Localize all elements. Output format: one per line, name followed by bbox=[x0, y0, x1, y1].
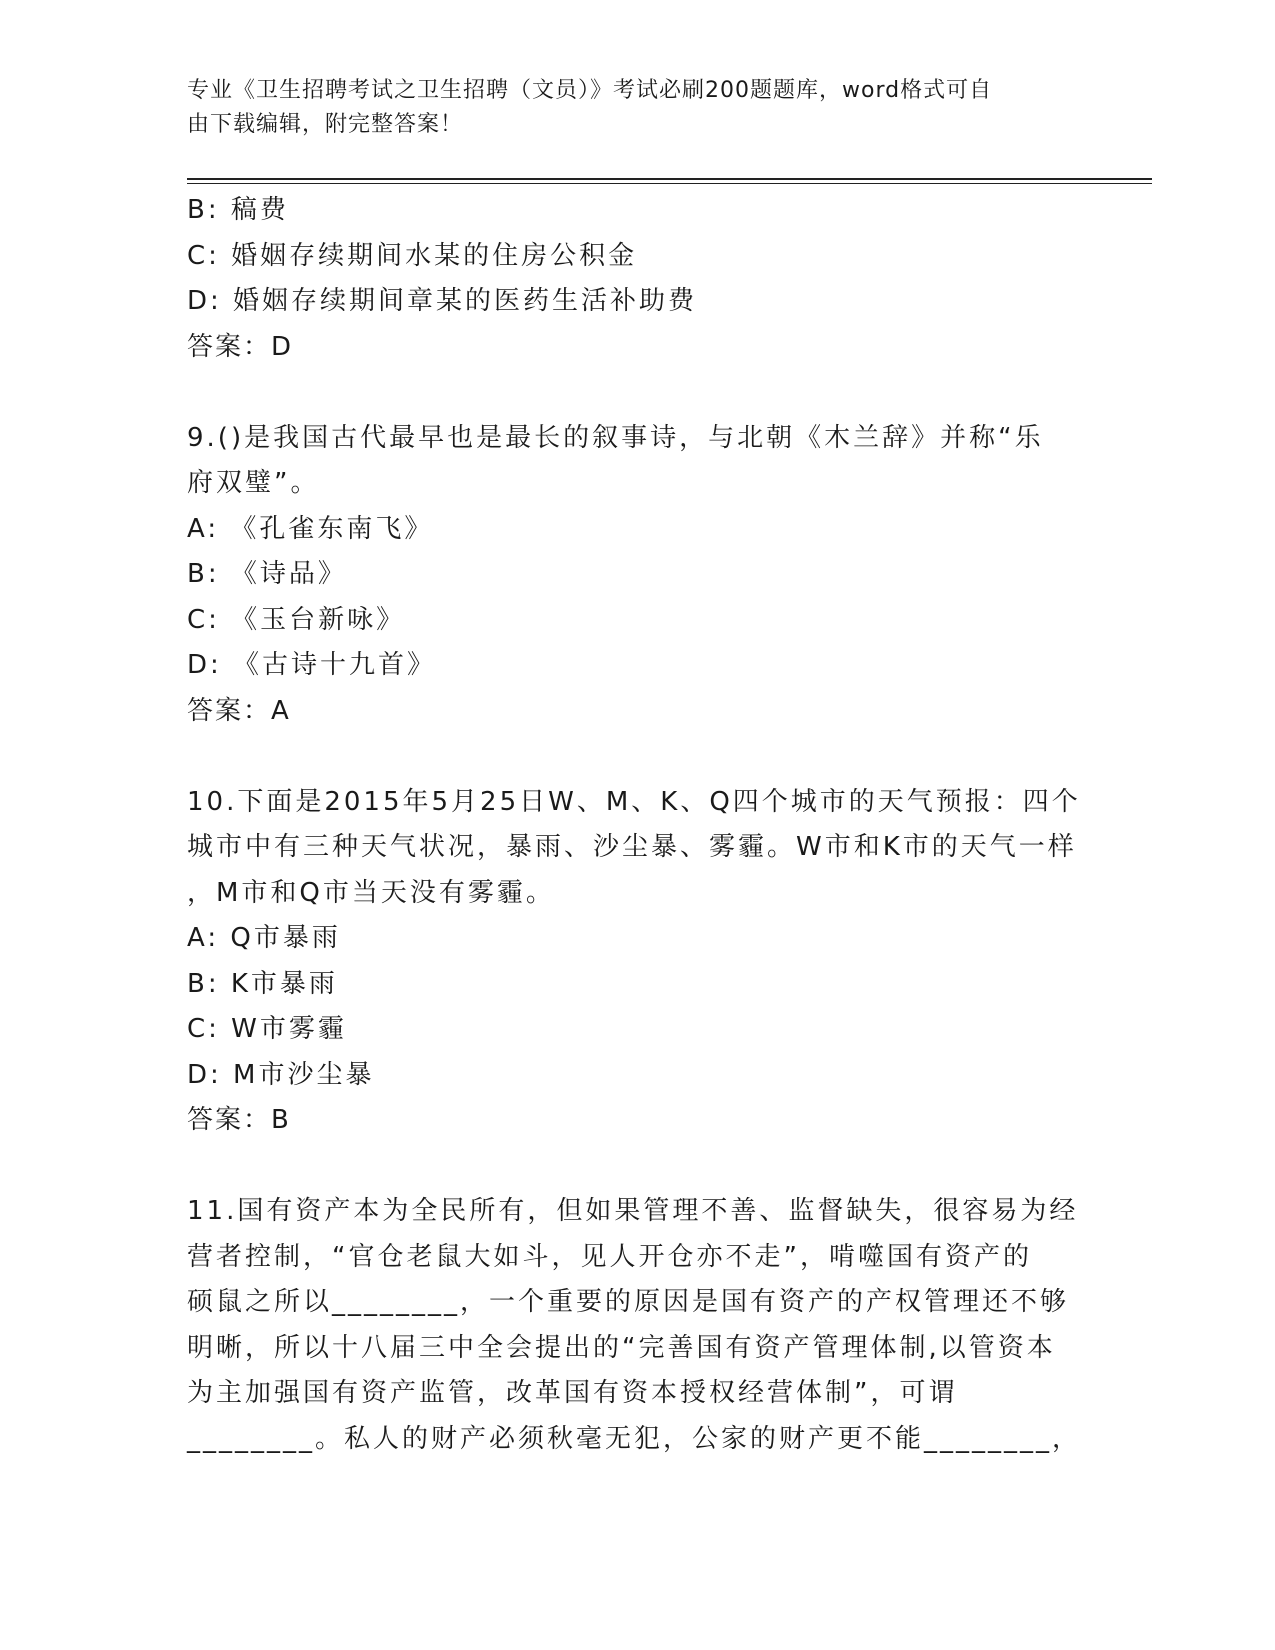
question-stem-line: 府双璧”。 bbox=[187, 468, 320, 498]
option-a: A: 《孔雀东南飞》 bbox=[187, 513, 434, 544]
answer-line: 答案：B bbox=[187, 1105, 291, 1135]
spacer bbox=[187, 734, 1087, 780]
option-b: B: K市暴雨 bbox=[187, 968, 338, 999]
header-rule-thin bbox=[187, 183, 1152, 184]
header-line-2: 由下载编辑，附完整答案！ bbox=[187, 112, 464, 137]
option-b: B: 《诗品》 bbox=[187, 559, 347, 589]
option-a: A: Q市暴雨 bbox=[187, 923, 341, 953]
question-10 bbox=[187, 780, 1087, 1144]
question-stem-line: 硕鼠之所以________，一个重要的原因是国有资产的产权管理还不够 bbox=[187, 1287, 1070, 1317]
header-rule-thick bbox=[187, 178, 1152, 180]
question-stem-line: ，M市和Q市当天没有雾霾。 bbox=[187, 877, 555, 908]
spacer bbox=[187, 370, 1087, 416]
document-header bbox=[187, 74, 1067, 142]
question-stem-line: 9.()是我国古代最早也是最长的叙事诗，与北朝《木兰辞》并称“乐 bbox=[187, 422, 1044, 453]
option-d: D: 婚姻存续期间章某的医药生活补助费 bbox=[187, 286, 698, 316]
option-c: C: 婚姻存续期间水某的住房公积金 bbox=[187, 240, 638, 271]
option-b: B: 稿费 bbox=[187, 195, 289, 225]
spacer bbox=[187, 1144, 1087, 1190]
question-stem-line: 为主加强国有资产监管，改革国有资本授权经营体制”，可谓 bbox=[187, 1378, 958, 1408]
option-c: C: W市雾霾 bbox=[187, 1014, 347, 1044]
question-stem-line: ________。私人的财产必须秋毫无犯，公家的财产更不能________， bbox=[187, 1423, 1082, 1454]
option-d: D: M市沙尘暴 bbox=[187, 1059, 375, 1090]
header-line-1: 专业《卫生招聘考试之卫生招聘（文员）》考试必刷200题题库，word格式可自 bbox=[187, 78, 993, 103]
option-c: C: 《玉台新咏》 bbox=[187, 604, 406, 635]
answer-line: 答案：A bbox=[187, 695, 291, 726]
answer-line: 答案：D bbox=[187, 331, 294, 362]
question-stem-line: 营者控制，“官仓老鼠大如斗，见人开仓亦不走”，啃噬国有资产的 bbox=[187, 1241, 1032, 1272]
question-stem-line: 11.国有资产本为全民所有，但如果管理不善、监督缺失，很容易为经 bbox=[187, 1196, 1079, 1226]
question-stem-line: 10.下面是2015年5月25日W、M、K、Q四个城市的天气预报：四个 bbox=[187, 786, 1081, 817]
question-8-tail bbox=[187, 188, 1087, 370]
question-11 bbox=[187, 1189, 1087, 1462]
question-stem-line: 城市中有三种天气状况，暴雨、沙尘暴、雾霾。W市和K市的天气一样 bbox=[187, 832, 1077, 862]
question-content bbox=[187, 188, 1087, 1462]
option-d: D: 《古诗十九首》 bbox=[187, 650, 437, 680]
question-stem-line: 明晰，所以十八届三中全会提出的“完善国有资产管理体制,以管资本 bbox=[187, 1332, 1056, 1363]
question-9 bbox=[187, 416, 1087, 735]
